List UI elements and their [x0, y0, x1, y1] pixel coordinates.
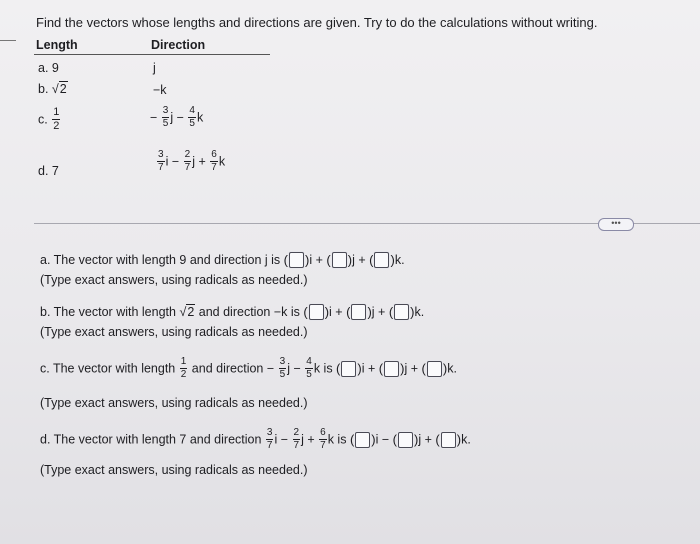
answer-a-k-input[interactable]	[374, 252, 389, 268]
answer-c: c. The vector with length $\frac{1}{2}$ and direction − $\frac{3}{5}$ j − $\frac{4}{5}$ k is ( )i + ( )j + ( )k.	[40, 356, 457, 380]
more-options-button[interactable]: •••	[598, 218, 634, 231]
row-a-direction: j	[153, 61, 156, 75]
answer-d-k-input[interactable]	[441, 432, 456, 448]
answer-b-note: (Type exact answers, using radicals as needed.)	[40, 325, 308, 339]
answer-c-note: (Type exact answers, using radicals as needed.)	[40, 396, 308, 410]
answer-a-j-input[interactable]	[332, 252, 347, 268]
answer-a: a. The vector with length 9 and direction j is ( )i + ( )j + ( )k.	[40, 252, 405, 268]
row-c-length: c. $\frac{1}{2}$	[38, 106, 60, 132]
question-text: Find the vectors whose lengths and directions are given. Try to do the calculations without writing.	[36, 15, 598, 30]
answer-b-j-input[interactable]	[351, 304, 366, 320]
row-d-length: d. 7	[38, 164, 59, 178]
row-d-direction: $\frac{3}{7}$ i − $\frac{2}{7}$ j + $\frac{6}{7}$ k	[158, 149, 226, 173]
answer-a-i-input[interactable]	[289, 252, 304, 268]
table-header-length: Length	[36, 38, 78, 52]
answer-a-note: (Type exact answers, using radicals as needed.)	[40, 273, 308, 287]
row-b-length: b. √2	[38, 82, 67, 96]
answer-b-k-input[interactable]	[394, 304, 409, 320]
table-header-rule	[34, 54, 270, 55]
sqrt-symbol: √2	[51, 82, 67, 96]
answer-d: d. The vector with length 7 and direction $\frac{3}{7}$ i − $\frac{2}{7}$ j + $\frac{6}{7}$ k is ( )i − ( )j + ( )k.	[40, 427, 471, 451]
answer-c-i-input[interactable]	[341, 361, 356, 377]
answer-c-k-input[interactable]	[427, 361, 442, 377]
row-b-direction: −k	[153, 83, 167, 97]
row-c-direction: − $\frac{3}{5}$ j − $\frac{4}{5}$ k	[150, 105, 204, 129]
table-header-direction: Direction	[151, 38, 206, 52]
left-edge-mark	[0, 40, 16, 41]
answer-b-i-input[interactable]	[309, 304, 324, 320]
answer-b: b. The vector with length √2 and direction −k is ( )i + ( )j + ( )k.	[40, 304, 425, 320]
row-a-length: a. 9	[38, 61, 59, 75]
answer-d-j-input[interactable]	[398, 432, 413, 448]
answer-d-note: (Type exact answers, using radicals as needed.)	[40, 463, 308, 477]
answer-d-i-input[interactable]	[355, 432, 370, 448]
answer-c-j-input[interactable]	[384, 361, 399, 377]
